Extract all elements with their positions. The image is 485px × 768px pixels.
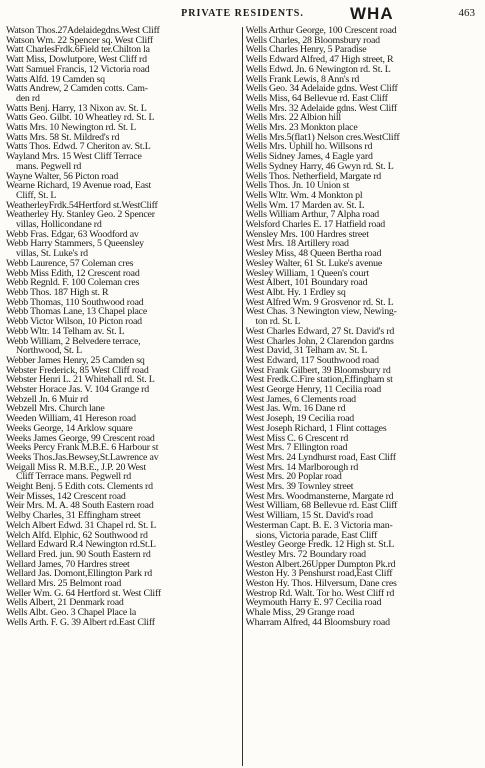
directory-entry: West Charles John, 2 Clarendon gardns	[245, 336, 394, 347]
directory-entry: Wensley Mrs. 100 Hardres street	[245, 229, 369, 240]
directory-entry: West Albert, 101 Boundary road	[245, 278, 368, 288]
directory-entry: Westley George Fredk. 12 High st. St.L	[245, 540, 395, 550]
directory-entry: West Edward, 117 Southwood road	[245, 355, 379, 366]
directory-entry: Webb Harry Stammers, 5 Queensley	[6, 239, 144, 250]
directory-entry: Wesley Walter, 61 St. Luke's avenue	[245, 258, 383, 269]
directory-entry: Wells Charles, 28 Bloomsbury road	[245, 35, 380, 46]
directory-entry: Wells Arth. F. G. 39 Albert rd.East Cliff	[6, 617, 155, 628]
directory-entry: Weeks George, 14 Arklow square	[6, 423, 133, 434]
directory-entry: Webb Miss Edith, 12 Crescent road	[6, 268, 140, 279]
directory-entry: Watts Mrs. 58 St. Mildred's rd	[6, 132, 120, 143]
page-number: 463	[458, 7, 475, 19]
right-column	[243, 26, 480, 766]
directory-entry: Watts Benj. Harry, 13 Nixon av. St. L	[6, 103, 147, 114]
directory-entry: Watt Miss, Dowlutpore, West Cliff rd	[6, 55, 147, 65]
directory-entry: Wells Edward Alfred, 47 High street, R	[245, 55, 394, 65]
directory-entry: West Charles Edward, 27 St. David's rd	[245, 326, 395, 337]
columns	[6, 26, 479, 766]
entry-continuation: villas, Hollicondane rd	[16, 220, 102, 230]
directory-entry: Watts Thos. Edwd. 7 Cheriton av. St.L	[6, 142, 151, 153]
directory-entry: Wells Mrs. 23 Monkton place	[245, 123, 358, 133]
guide-word: WHA	[350, 4, 394, 23]
directory-entry: Whale Miss, 29 Grange road	[245, 608, 355, 618]
directory-entry: Watt Samuel Francis, 12 Victoria road	[6, 64, 150, 75]
directory-entry: Webb Thomas Lane, 13 Chapel place	[6, 307, 148, 318]
entry-continuation: sions, Victoria parade, East Cliff	[255, 530, 378, 541]
directory-entry: Webb Fras. Edgar, 63 Woodford av	[6, 229, 139, 240]
directory-entry: Webster Horace Jas. V. 104 Grange rd	[6, 385, 150, 395]
directory-entry: Wesley Miss, 48 Queen Bertha road	[245, 249, 382, 259]
directory-entry: Weight Benj. 5 Edith cots. Clements rd	[6, 482, 153, 492]
directory-entry: Webber James Henry, 25 Camden sq	[6, 355, 145, 366]
directory-entry: Wellard James, 70 Hardres street	[6, 559, 130, 570]
directory-entry: Wesley William, 1 Queen's court	[245, 268, 369, 279]
directory-entry: Watts Mrs. 10 Newington rd. St. L	[6, 123, 137, 133]
directory-entry: Welsford Charles E. 17 Hatfield road	[245, 220, 386, 230]
directory-entry: West Alfred Wm. 9 Grosvenor rd. St. L	[245, 297, 394, 308]
left-column	[6, 26, 242, 766]
directory-entry: Weston Hy. 3 Penshurst road,East Cliff	[245, 569, 393, 580]
directory-entry: Webb Thomas, 110 Southwood road	[6, 297, 144, 308]
entry-continuation: Cliff Terrace mans. Pegwell rd	[16, 472, 131, 483]
directory-entry: Wells Miss, 64 Bellevue rd. East Cliff	[245, 93, 388, 104]
directory-entry: Wells Edwd. Jn. 6 Newington rd. St. L	[245, 64, 391, 75]
directory-entry: Wells Thos. Netherfield, Margate rd	[245, 171, 382, 182]
directory-entry: Webb William, 2 Belvedere terrace,	[6, 336, 141, 347]
directory-entry: West Albt. Hy. 1 Erdley sq	[245, 287, 346, 298]
running-title: PRIVATE RESIDENTS.	[181, 8, 304, 19]
directory-entry: Weston Hy. Thos. Hilversum, Dane cres	[245, 579, 397, 589]
directory-entry: Wells Mrs. 22 Albion hill	[245, 113, 341, 124]
directory-entry: West Mrs. 39 Townley street	[245, 482, 354, 492]
directory-entry: Wells Mrs.5(flat1) Nelson cres.WestCliff	[245, 132, 400, 143]
directory-entry: Welby Charles, 31 Effingham street	[6, 511, 141, 521]
entry-continuation: Cliff, St. L	[16, 190, 57, 201]
directory-entry: West Joseph, 19 Cecilia road	[245, 414, 355, 424]
directory-entry: West George Henry, 11 Cecilia road	[245, 385, 381, 395]
directory-entry: West Miss C. 6 Crescent rd	[245, 433, 349, 444]
directory-entry: Webb Victor Wilson, 10 Picton road	[6, 317, 142, 327]
directory-entry: West Frank Gilbert, 39 Bloomsbury rd	[245, 365, 391, 376]
directory-entry: Webb Regnld. F. 100 Coleman cres	[6, 278, 140, 288]
page-header	[6, 4, 479, 26]
directory-entry: West Joseph Richard, 1 Flint cottages	[245, 423, 387, 434]
directory-entry: Wellard Edward R.4 Newington rd.St.L	[6, 540, 156, 550]
directory-entry: West James, 6 Clements road	[245, 394, 356, 405]
directory-entry: Weir Misses, 142 Crescent road	[6, 491, 126, 502]
directory-entry: Wellard Jas. Domont,Ellington Park rd	[6, 569, 152, 580]
directory-entry: Wearne Richard, 19 Avenue road, East	[6, 181, 152, 191]
directory-entry: West Mrs. 18 Artillery road	[245, 239, 349, 250]
directory-entry: Webb Thos. 187 High st. R	[6, 287, 109, 298]
directory-entry: Wells Albt. Geo. 3 Chapel Place la	[6, 608, 137, 618]
directory-entry: Webster Henri L. 21 Whitehall rd. St. L	[6, 375, 155, 386]
directory-entry: Webzell Jn. 6 Muir rd	[6, 394, 88, 405]
directory-entry: West Mrs. 7 Ellington road	[245, 443, 348, 453]
directory-entry: Wells Wltr. Wm. 4 Monkton pl	[245, 190, 363, 201]
directory-entry: Weeks James George, 99 Crescent road	[6, 433, 155, 444]
entry-continuation: mans. Pegwell rd	[16, 161, 82, 172]
directory-entry: Weeden William, 41 Hereson road	[6, 414, 136, 424]
directory-entry: West Chas. 3 Newington view, Newing-	[245, 307, 397, 318]
directory-entry: Wells Arthur George, 100 Crescent road	[245, 26, 397, 36]
directory-entry: Wells Frank Lewis, 8 Ann's rd	[245, 74, 360, 85]
directory-entry: Wells Wm. 17 Marden av. St. L	[245, 200, 365, 211]
directory-entry: West Mrs. 24 Lyndhurst road, East Cliff	[245, 452, 396, 463]
directory-entry: Weigall Miss R. M.B.E., J.P. 20 West	[6, 462, 146, 473]
directory-entry: Watson Wm. 22 Spencer sq. West Cliff	[6, 35, 153, 46]
directory-entry: Webb Laurence, 57 Coleman cres	[6, 258, 134, 269]
directory-entry: Weeks Thos.Jas.Bewsey,St.Lawrence av	[6, 452, 159, 463]
directory-entry: Wayne Walter, 56 Picton road	[6, 171, 119, 182]
directory-entry: West Mrs. 20 Poplar road	[245, 472, 342, 483]
directory-entry: Watts Geo. Gilbt. 10 Wheatley rd. St. L	[6, 113, 155, 124]
directory-entry: Weymouth Harry E. 97 Cecilia road	[245, 598, 382, 609]
directory-entry: West Jas. Wm. 16 Dane rd	[245, 404, 346, 415]
directory-entry: Wellard Mrs. 25 Belmont road	[6, 579, 122, 589]
directory-entry: Westley Mrs. 72 Boundary road	[245, 549, 366, 560]
entry-continuation: Northwood, St. L	[16, 346, 82, 356]
directory-entry: Wellard Fred. jun. 90 South Eastern rd	[6, 549, 151, 560]
directory-entry: Webb Wltr. 14 Telham av. St. L	[6, 326, 125, 337]
directory-entry: Webster Frederick, 85 West Cliff road	[6, 365, 149, 376]
directory-entry: Wharram Alfred, 44 Bloomsbury road	[245, 617, 390, 628]
directory-entry: Wells Charles Henry, 5 Paradise	[245, 45, 367, 56]
directory-entry: West William, 15 St. David's road	[245, 511, 373, 521]
directory-entry: Wayland Mrs. 15 West Cliff Terrace	[6, 152, 142, 162]
directory-entry: Webzell Mrs. Church lane	[6, 404, 105, 415]
entry-continuation: villas, St. Luke's rd	[16, 249, 88, 259]
directory-entry: West William, 68 Bellevue rd. East Cliff	[245, 501, 398, 512]
directory-entry: Wells Mrs. Uphill ho. Willsons rd	[245, 142, 373, 153]
directory-entry: West Mrs. 14 Marlborough rd	[245, 462, 359, 473]
directory-entry: West David, 31 Telham av. St. L	[245, 346, 368, 356]
directory-entry: Wells William Arthur, 7 Alpha road	[245, 210, 379, 221]
directory-entry: Watt CharlesFrdk.6Field ter.Chilton la	[6, 45, 150, 56]
directory-entry: Wells Mrs. 32 Adelaide gdns. West Cliff	[245, 103, 398, 114]
directory-entry: Weir Mrs. M. A. 48 South Eastern road	[6, 501, 154, 512]
directory-entry: Wells Thos. Jn. 10 Union st	[245, 181, 350, 191]
directory-entry: Weeks Percy Frank M.B.E. 6 Harbour st	[6, 443, 159, 453]
directory-entry: West Mrs. Woodmansterne, Margate rd	[245, 491, 394, 502]
directory-entry: Welch Alfd. Elphic, 62 Southwood rd	[6, 530, 148, 541]
directory-entry: Watson Thos.27Adelaidegdns.West Cliff	[6, 26, 160, 36]
entry-continuation: ton rd. St. L	[255, 317, 301, 327]
directory-entry: Watts Andrew, 2 Camden cotts. Cam-	[6, 84, 148, 94]
directory-entry: Westrop Rd. Walt. Tor ho. West Cliff rd	[245, 588, 395, 599]
directory-entry: Watts Alfd. 19 Camden sq	[6, 74, 105, 85]
directory-entry: Wells Sydney Harry, 46 Gwyn rd. St. L	[245, 161, 394, 172]
entry-continuation: den rd	[16, 93, 40, 104]
directory-entry: Weatherley Hy. Stanley Geo. 2 Spencer	[6, 210, 155, 221]
directory-entry: Welch Albert Edwd. 31 Chapel rd. St. L	[6, 520, 157, 531]
directory-entry: Weston Albert.26Upper Dumpton Pk.rd	[245, 559, 396, 570]
directory-entry: WeatherleyFrdk.54Hertford st.WestCliff	[6, 200, 158, 211]
directory-entry: Wells Sidney James, 4 Eagle yard	[245, 152, 373, 162]
directory-entry: Wells Albert, 21 Denmark road	[6, 598, 124, 609]
directory-entry: Westerman Capt. B. E. 3 Victoria man-	[245, 520, 393, 531]
directory-entry: Wells Geo. 34 Adelaide gdns. West Cliff	[245, 84, 398, 94]
directory-entry: West Fredk.C.Fire station,Effingham st	[245, 375, 393, 386]
directory-entry: Weller Wm. G. 64 Hertford st. West Cliff	[6, 588, 161, 599]
